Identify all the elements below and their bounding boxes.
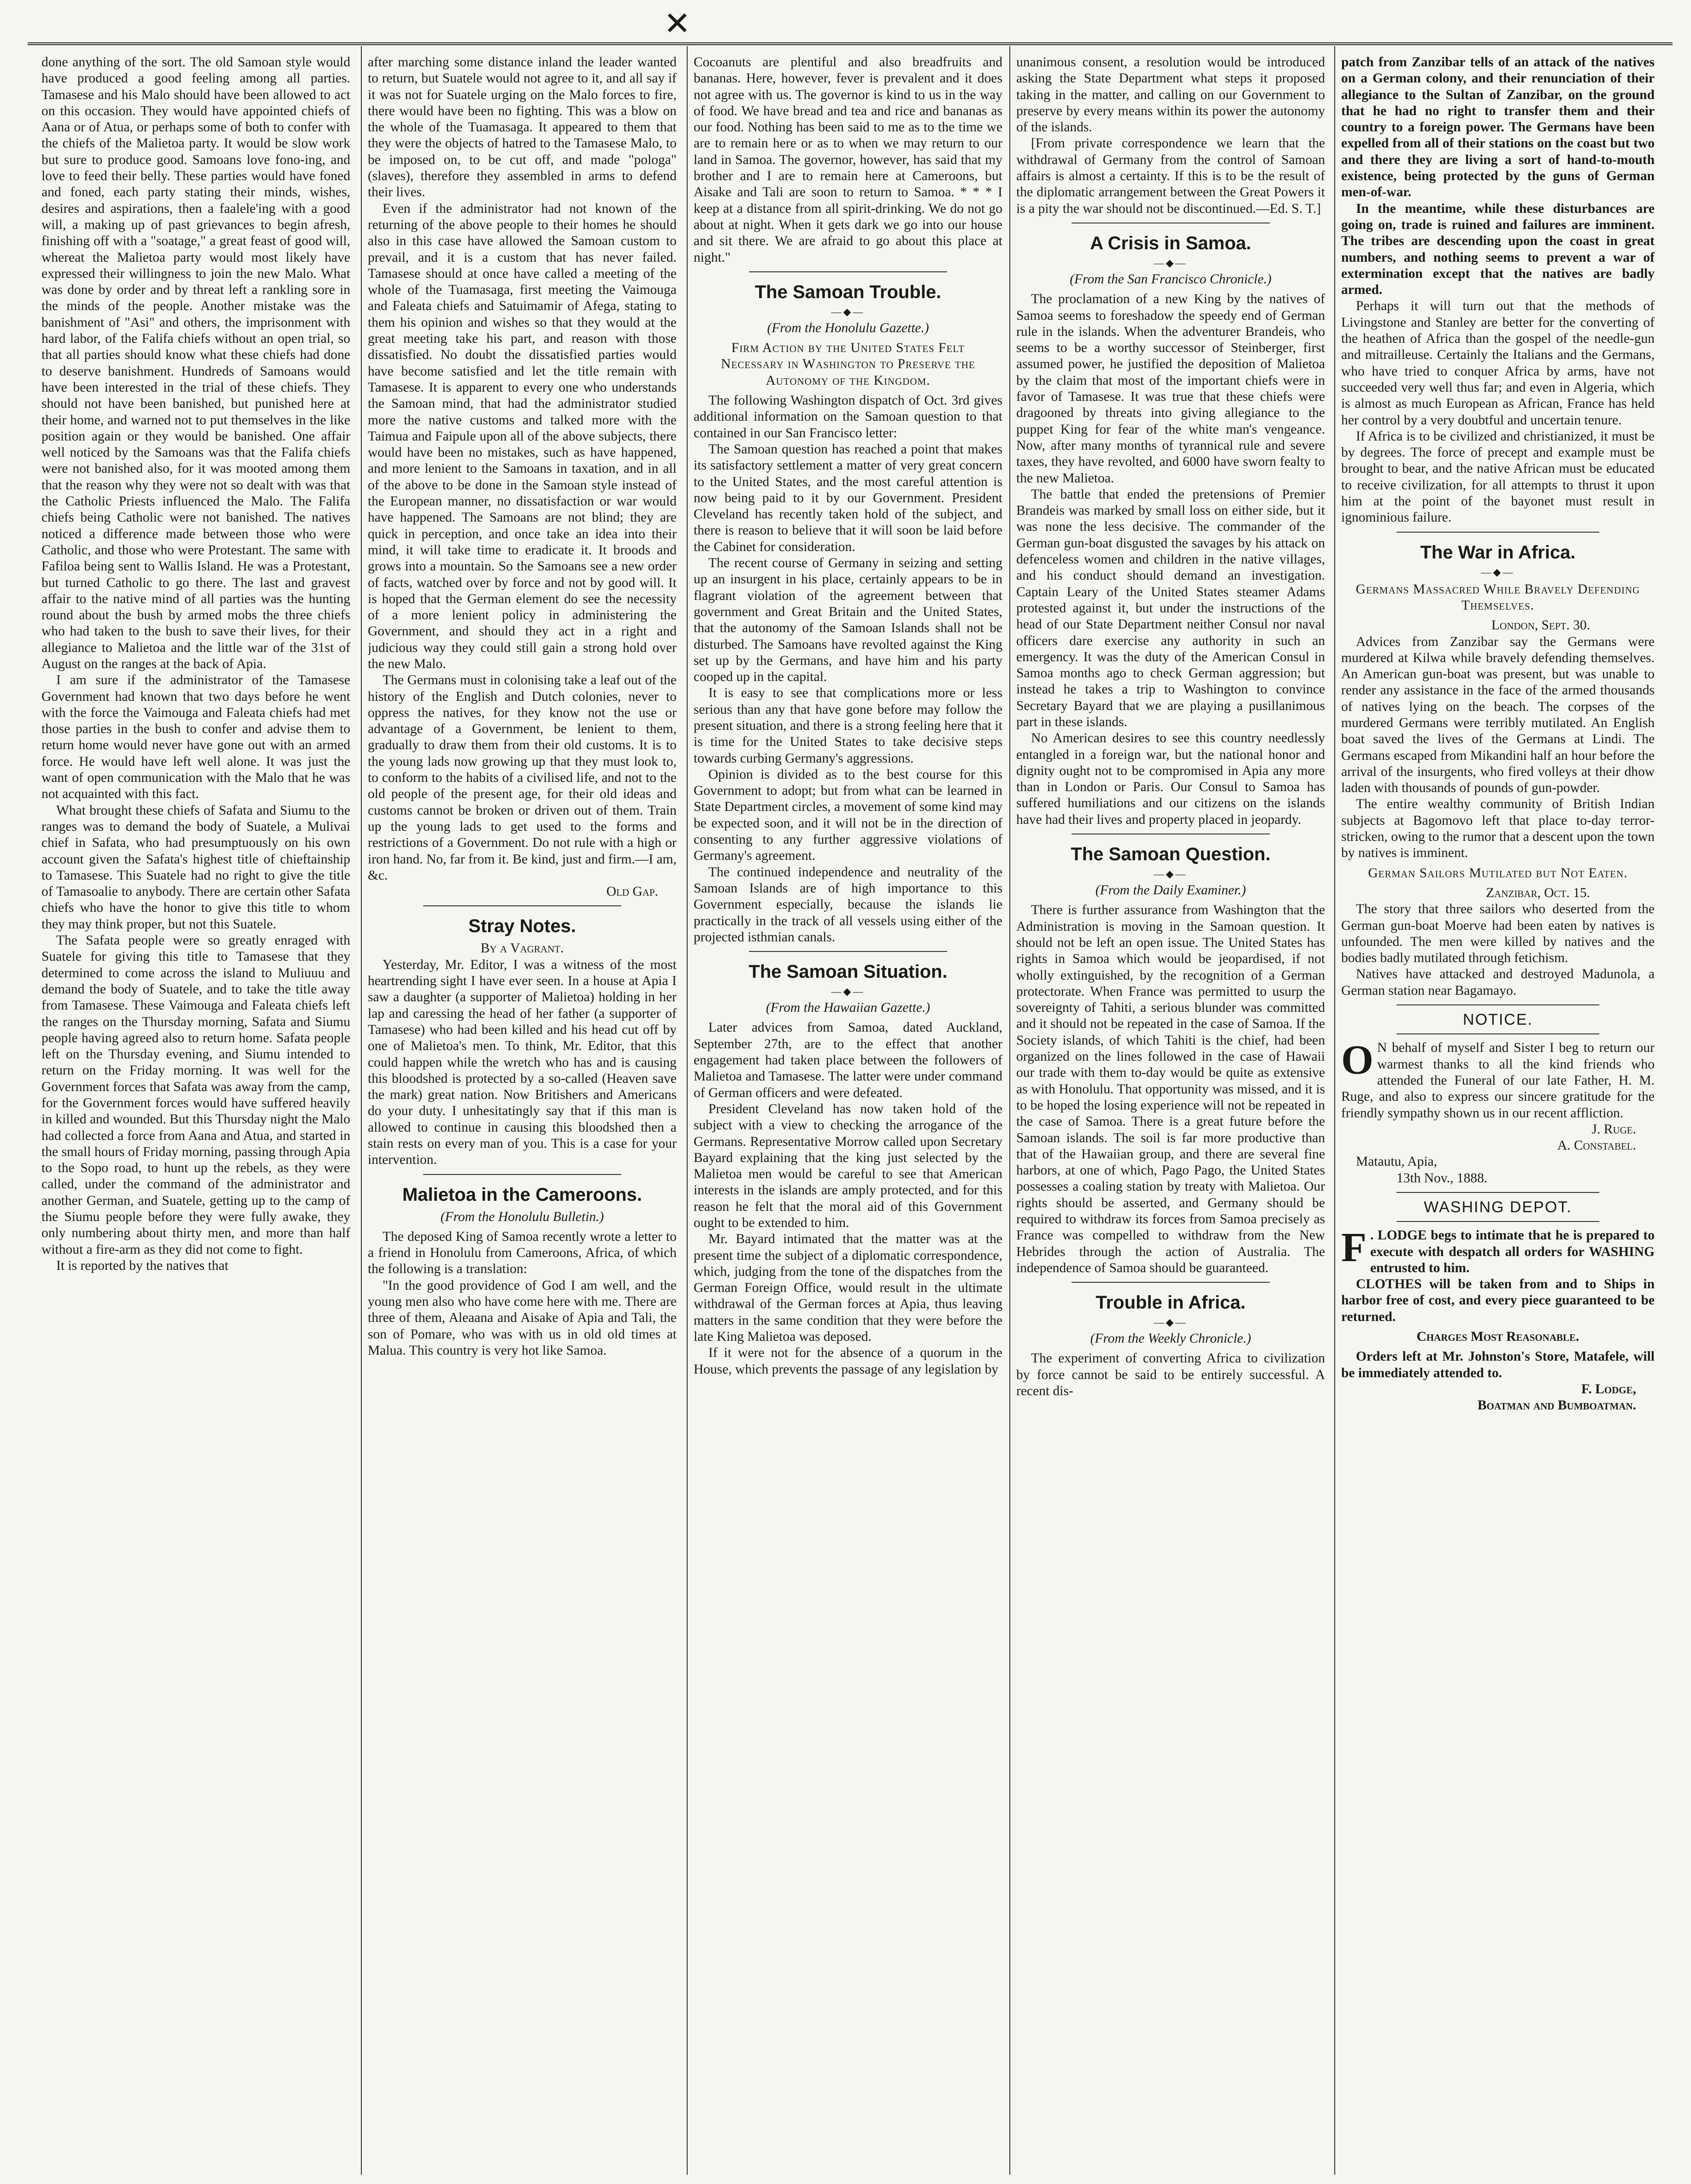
article-subhead: Germans Massacred While Bravely Defending Themselves. bbox=[1355, 581, 1640, 613]
signature: A. Constabel. bbox=[1557, 1138, 1636, 1153]
article-title-samoan-trouble: The Samoan Trouble. bbox=[754, 282, 942, 302]
article-subhead: Firm Action by the United States Felt Necessary in Washington to Preserve the Autonomy of the Kingdom. bbox=[721, 341, 975, 388]
byline: By a Vagrant. bbox=[480, 941, 564, 956]
divider bbox=[1396, 1192, 1599, 1193]
signature: F. Lodge, bbox=[1581, 1381, 1636, 1397]
divider bbox=[1396, 1004, 1599, 1005]
ornament: —◆— bbox=[831, 305, 865, 317]
column-3 bbox=[694, 54, 1002, 2175]
paragraph: What brought these chiefs of Safata and Siumu to the ranges was to demand the body of Suatele, a Mulivai chief in Safata, who had presumptuously on his own account given the Safata's highest title of chieftainship to Tamasese. This Suatele had no right to give the title of Tamasoalie to anybody. There are certain other Safata chiefs who have the honor to give this title to whom they may think proper, but not this Suatele. bbox=[41, 803, 350, 932]
paragraph: The battle that ended the pretensions of Premier Brandeis was marked by small loss on either side, but it was none the less decisive. The commander of the German gun-boat disgusted the savages by his attack on defenceless women and children in the native villages, and his conduct should demand an investigation. Captain Leary of the United States steamer Adams protested against it, but under the instructions of the head of our State Department neither Consul nor naval officers dare exercise any authority in such an emergency. It was the duty of the American Consul in Samoa months ago to check German aggression; but instead he takes a trip to Washington to convince Secretary Bayard that we are playing a pusillanimous part in these islands. bbox=[1016, 487, 1325, 729]
column-rule bbox=[1334, 46, 1335, 2175]
article-source: (From the San Francisco Chronicle.) bbox=[1070, 271, 1272, 287]
paragraph: Natives have attacked and destroyed Madunola, a German station near Bagamayo. bbox=[1341, 967, 1655, 998]
paragraph: I am sure if the administrator of the Tamasese Government had known that two days before he went with the force the Vaimouga and Faleata chiefs had met those parties in the bush to confer and advise them to return home would never have gone out with an armed force. He would have left well alone. It was just the want of open communication with the Malo that he was not acquainted with this fact. bbox=[41, 673, 350, 802]
paragraph: The proclamation of a new King by the natives of Samoa seems to foreshadow the speedy end of German rule in the islands. When the adventurer Brandeis, who seems to be a worthy successor of Steinberger, first assumed power, he justified the deposition of Malietoa by the claim that most of the important chiefs were in favor of Tamasese. It was true that these chiefs were dragooned by threats into giving allegiance to the puppet King for fear of the white man's vengeance. Now, after many months of tyrannical rule and severe taxes, they have revolted, and 6000 have sworn fealty to the new Malietoa. bbox=[1016, 292, 1325, 486]
paragraph: The following Washington dispatch of Oct. 3rd gives additional information on the Samoan question to that contained in our San Francisco letter: bbox=[694, 393, 1002, 440]
divider bbox=[1396, 1221, 1599, 1222]
paragraph: The Germans must in colonising take a leaf out of the history of the English and Dutch colonies, never to oppress the natives, for they know not the use or advantage of a Government, be lenient to them, gradually to draw them from their old customs. It is to the young lads now growing up that they must look to, to conform to the habits of a civilised life, and not to the old people of the present age, for their old ideas and customs cannot be broken or driven out of them. Train up the young lads to get used to the forms and restrictions of a Government. Do not rule with a high or iron hand. No, far from it. Be kind, just and firm.—I am, &c. bbox=[368, 673, 677, 883]
ornament: —◆— bbox=[831, 986, 865, 998]
article-source: (From the Honolulu Gazette.) bbox=[767, 320, 929, 335]
dropcap: F bbox=[1341, 1225, 1367, 1271]
article-title-samoan-question: The Samoan Question. bbox=[1071, 844, 1271, 865]
paragraph: The entire wealthy community of British Indian subjects at Bagomovo left that place to-day terror-stricken, owing to the rumor that a descent upon the town by natives is imminent. bbox=[1341, 797, 1655, 861]
article-source: (From the Honolulu Bulletin.) bbox=[440, 1209, 604, 1224]
column-rule bbox=[361, 46, 362, 2175]
article-title-stray-notes: Stray Notes. bbox=[468, 916, 576, 937]
ornament: —◆— bbox=[1154, 257, 1188, 269]
paragraph: There is further assurance from Washington that the Administration is moving in the Samoan question. It should not be left an open issue. The United States has rights in Samoa which would be jeopardised, if not wholly extinguished, by the recognition of a German protectorate. When France was permitted to usurp the sovereignty of Tahiti, a serious blunder was committed and it should not be repeated in the case of Samoa. If the Society islands, of which Tahiti is the chief, had been organized on the lines followed in the case of Hawaii our trade with them to-day would be quite as extensive as with Honolulu. That opportunity was missed, and it is to be hoped the losing experience will not be repeated in the case of Samoa. There is a great future before the Samoan islands. The soil is far more productive than that of the Hawaiian group, and there are several fine harbors, at one of which, Pago Pago, the United States possesses a coaling station by treaty with Malietoa. Our rights should be asserted, and Germany should be required to withdraw its forces from Samoa precisely as France was compelled to withdraw from the New Hebrides through the action of Australia. The independence of Samoa should be guaranteed. bbox=[1016, 903, 1325, 1275]
divider bbox=[423, 905, 621, 906]
ornament: —◆— bbox=[1481, 566, 1515, 578]
dateline: Zanzibar, Oct. 15. bbox=[1486, 885, 1590, 900]
paragraph: done anything of the sort. The old Samoan style would have produced a good feeling among all parties. Tamasese and his Malo should have been allowed to act on this occasion. They would have appointed chiefs of Aana or of Atua, or perhaps some of both to confer with the chiefs of the Malietoa party. It would be slow work but sure to produce good. Samoans love fono-ing, and love to feed their belly. These parties would have foned and foned, each party stating their minds, wishes, desires and aspirations, then a faalele'ing with a good will, a making up of past grievances to begin afresh, finishing off with a "soatage," a great feast of good will, whereat the Malietoa party would most likely have expressed their willingness to join the new Malo. What was done by order and by threat left a rankling sore in the minds of the people. Another mistake was the banishment of "Asi" and others, the imprisonment with hard labor, of the Falifa chiefs without an open trial, so that all parties should know what these chiefs had done to deserve banishment. Hundreds of Samoans would have been interested in the trial of these chiefs. They should not have been banished, but punished here at their home, and warned not to put themselves in the like position again or they would be banished. One affair well noticed by the Samoans was that the Falifa chiefs were not banished also, for it was mooted among them that the reason why they were not so dealt with was that the Catholic Priests influenced the Malo. The Falifa chiefs being Catholic were not banished. The natives noticed a difference made between those who were Catholic, and those who were Protestant. The same with Fafiloa being sent to Wallis Island. He was a Protestant, but turned Catholic to go there. The last and gravest affair to the native mind of all parties was the hunting round about the bush by armed mobs the three chiefs who had taken to the bush to save their lives, for their allegiance to Malietoa and the little war of the 31st of August on the ranges at the back of Apia. bbox=[41, 55, 350, 671]
paragraph: The deposed King of Samoa recently wrote a letter to a friend in Honolulu from Cameroons, Africa, of which the following is a translation: bbox=[368, 1229, 677, 1277]
paragraph: In the meantime, while these disturbances are going on, trade is ruined and failures are imminent. The tribes are descending upon the coast in great numbers, and nothing seems to prevent a war of extermination except that the natives are badly armed. bbox=[1341, 201, 1655, 298]
divider bbox=[749, 951, 947, 952]
pencil-mark: ✕ bbox=[664, 6, 691, 42]
notice-place: Matautu, Apia, bbox=[1356, 1154, 1438, 1169]
notice-body: N behalf of myself and Sister I beg to return our warmest thanks to all the kind friends who attended the Funeral of our late Father, H. M. Ruge, and also to express our sincere gratitude for the friendly sympathy shown us in our recent affliction. bbox=[1341, 1040, 1655, 1121]
column-rule bbox=[1009, 46, 1010, 2175]
paragraph: The recent course of Germany in seizing and setting up an insurgent in his place, certainly appears to be in flagrant violation of the agreement between that government and Great Britain and the United States, that the autonomy of the Samoan Islands shall not be disturbed. The Samoans have revolted against the King set up by the Germans, and have him and his party cooped up in the capital. bbox=[694, 556, 1002, 685]
article-title-trouble-in-africa: Trouble in Africa. bbox=[1096, 1292, 1246, 1313]
article-title-cameroons: Malietoa in the Cameroons. bbox=[402, 1184, 642, 1205]
article-source: (From the Daily Examiner.) bbox=[1095, 883, 1246, 898]
paragraph: No American desires to see this country needlessly entangled in a foreign war, but the national honor and dignity ought not to be compromised in Apia any more than in London or Paris. Our Consul to Samoa has suffered humiliations and our citizens on the islands have had their lives and property placed in jeopardy. bbox=[1016, 731, 1325, 827]
article-title-war-in-africa: The War in Africa. bbox=[1420, 542, 1576, 563]
signature-role: Boatman and Bumboatman. bbox=[1477, 1398, 1636, 1413]
paragraph: Even if the administrator had not known of the returning of the above people to their homes he should also in this case have allowed the Samoan custom to prevail, and it is a custom that has never failed. Tamasese should at once have called a meeting of the whole of the Tuamasaga, first meeting the Vaimouga and Faleata chiefs and Satuimamir of Afega, stating to them his opinion and wishes so that they would at the great meeting take his part, and reason with those dissatisfied. No doubt the dissatisfied parties would have become satisfied and let the title remain with Tamasese. It is apparent to every one who understands the Samoan mind, that had the administrator studied more the native customs and talked more with the Taimua and Faipule upon all of the above subjects, there would have been no mistakes, such as have happened, and more lenient to the Samoans in taxation, and in all of the above to be done in the Samoan style instead of the European manner, no dissatisfaction or war would have happened. The Samoans are not blind; they are quick in perception, and once take an idea into their mind, it will take time to eradicate it. It broods and grows into a mountain. So the Samoans see a new order of facts, watched over by force and not by good will. It is hoped that the German element do see the necessity of a more lenient policy in administering the Government, and should they act in a right and judicious way they could still gain a strong hold over the new Malo. bbox=[368, 201, 677, 671]
paragraph: Perhaps it will turn out that the methods of Livingstone and Stanley are better for the converting of the heathen of Africa than the gospel of the needle-gun and mitrailleuse. Certainly the Italians and the Germans, who have tried to conquer Africa by arms, have not succeeded very well thus far; and even in Algeria, which is almost as much European as African, France has held her control by a very doubtful and uncertain tenure. bbox=[1341, 299, 1655, 428]
signature: J. Ruge. bbox=[1591, 1121, 1636, 1137]
notice-date: 13th Nov., 1888. bbox=[1396, 1170, 1488, 1186]
paragraph: unanimous consent, a resolution would be introduced asking the State Department what steps it proposed taking in the matter, and calling on our Government to preserve by every means within its power the autonomy of the islands. bbox=[1016, 55, 1325, 135]
ad-body: . LODGE begs to intimate that he is prepared to execute with despatch all orders for WASHING entrusted to him. bbox=[1370, 1228, 1655, 1275]
divider bbox=[1396, 532, 1599, 533]
paragraph: The continued independence and neutrality of the Samoan Islands are of high importance to this Government especially, because the islands lie practically in the track of all vessels using either of the projected isthmian canals. bbox=[694, 864, 1002, 945]
article-title-crisis-in-samoa: A Crisis in Samoa. bbox=[1090, 233, 1251, 253]
dateline: London, Sept. 30. bbox=[1491, 618, 1590, 633]
paragraph: If it were not for the absence of a quorum in the House, which prevents the passage of any legislation by bbox=[694, 1345, 1002, 1377]
ad-title-washing-depot: WASHING DEPOT. bbox=[1424, 1198, 1572, 1216]
paragraph: Orders left at Mr. Johnston's Store, Matafele, will be immediately attended to. bbox=[1341, 1349, 1655, 1380]
divider bbox=[749, 271, 947, 272]
notice-title: NOTICE. bbox=[1463, 1011, 1533, 1029]
paragraph: Opinion is divided as to the best course for this Government to adopt; but from what can be learned in State Department circles, a movement of some kind may be expected soon, and it will not be in the direction of consenting to any further aggressive violations of Germany's agreement. bbox=[694, 767, 1002, 863]
column-rule bbox=[687, 46, 688, 2175]
paragraph: If Africa is to be civilized and christianized, it must be by degrees. The force of precept and example must be brought to bear, and the native African must be educated to receive civilization, for all attempts to thrust it upon him at the point of the bayonet must result in ignominious failure. bbox=[1341, 429, 1655, 525]
paragraph: Advices from Zanzibar say the Germans were murdered at Kilwa while bravely defending themselves. An American gun-boat was present, but was unable to render any assistance in the face of the armed thousands of natives lying on the beach. The corpses of the murdered Germans were terribly mutilated. An English boat saved the lives of the Germans at Lindi. The Germans escaped from Mikandini half an hour before the arrival of the insurgents, who fired volleys at their dhow laden with thousands of pounds of gun-powder. bbox=[1341, 634, 1655, 796]
ornament: —◆— bbox=[1154, 868, 1188, 880]
divider bbox=[423, 1174, 621, 1175]
paragraph: after marching some distance inland the leader wanted to return, but Suatele would not agree to it, and all say if it was not for Suatele urging on the Malo forces to fire, there would have been no fighting. This was a blow on the whole of the Tuamasaga. It appeared to them that they were the objects of hatred to the Tamasese Malo, to be imposed on, to be cut off, and made "pologa" (slaves), therefore they assembled in arms to defend their lives. bbox=[368, 55, 677, 200]
signoff: Old Gap. bbox=[606, 884, 658, 899]
paragraph: It is easy to see that complications more or less serious than any that have gone before may follow the present situation, and there is a strong feeling here that it is time for the United States to take decisive steps towards curbing Germany's aggressions. bbox=[694, 686, 1002, 766]
paragraph: The Samoan question has reached a point that makes its satisfactory settlement a matter of very great concern to the United States, and the most careful attention is now being paid to it by our Government. President Cleveland has recently taken hold of the subject, and there is reason to believe that it will soon be laid before the Cabinet for consideration. bbox=[694, 441, 1002, 554]
divider bbox=[1072, 1282, 1270, 1283]
article-title-samoan-situation: The Samoan Situation. bbox=[748, 962, 948, 982]
paragraph: "In the good providence of God I am well, and the young men also who have come here with me. There are three of them, Aleaana and Aisake of Apia and Tali, the son of Pomare, who was with us in old old times at Malua. This country is very hot like Samoa. bbox=[368, 1278, 677, 1358]
paragraph: The story that three sailors who deserted from the German gun-boat Moerve had been eaten by natives is unfounded. The men were killed by natives and the bodies badly mutilated through fetichism. bbox=[1341, 902, 1655, 966]
ornament: —◆— bbox=[1154, 1316, 1188, 1328]
article-source: (From the Weekly Chronicle.) bbox=[1090, 1331, 1251, 1346]
paragraph: Mr. Bayard intimated that the matter was at the present time the subject of a diplomatic correspondence, which, judging from the tone of the dispatches from the German Foreign Office, would result in the ultimate withdrawal of the German forces at Apia, thus leaving matters in the same condition that they were before the late King Malietoa was deposed. bbox=[694, 1232, 1002, 1344]
paragraph: The Safata people were so greatly enraged with Suatele for giving this title to Tamasese that they determined to come across the island to Muliuuu and demand the body of Suatele, and to take the title away from Tamasese. These Vaimouga and Faleata chiefs left the ranges on the Thursday morning, Safata and Siumu people having agreed also to return home. Safata people left on the Thursday evening, and Siumu intended to return on the Friday morning. It was well for the Government forces that Safata was away from the camp, for the Government forces would have suffered heavily in killed and wounded. But this Thursday night the Malo had collected a force from Aana and Atua, and started in the small hours of Friday morning, passing through Apia to the Sopo road, to hunt up the rebels, as they were called, under the command of the administrator and another German, and Suatele, getting up to the camp of the Siumu people before they were fully awake, they only numbering about thirty men, and more than half without a fire-arm as they did not come to fight. bbox=[41, 933, 350, 1257]
notice-text bbox=[1341, 1037, 1655, 1121]
dropcap: O bbox=[1341, 1037, 1374, 1083]
column-5 bbox=[1341, 54, 1655, 2175]
paragraph: [From private correspondence we learn that the withdrawal of Germany from the control of Samoan affairs is almost a certainty. If this is to be the result of the diplomatic arrangement between the Great Powers it is a pity the war should not be discontinued.—Ed. S. T.] bbox=[1016, 136, 1325, 216]
paragraph: Cocoanuts are plentiful and also breadfruits and bananas. Here, however, fever is prevalent and it does not agree with us. The governor is kind to us in the way of food. We have bread and tea and rice and bananas as our food. Nothing has been said to me as to the time we are to remain here or as to when we may return to our land in Samoa. The governor, however, has said that my brother and I are to remain here at Cameroons, but Aisake and Tali are soon to return to Samoa. * * * I keep at a distance from all spirit-drinking. We do not go about at night. When it gets dark we go into our house and sit there. We are afraid to go about this place at night." bbox=[694, 55, 1002, 265]
paragraph: It is reported by the natives that bbox=[56, 1258, 229, 1273]
paragraph: Later advices from Samoa, dated Auckland, September 27th, are to the effect that another engagement had taken place between the followers of Malietoa and Tamasese. The latter were under command of German officers and were defeated. bbox=[694, 1020, 1002, 1100]
charges-line: Charges Most Reasonable. bbox=[1416, 1329, 1579, 1344]
column-4 bbox=[1016, 54, 1325, 2175]
paragraph: patch from Zanzibar tells of an attack of the natives on a German colony, and their renunciation of their allegiance to the Sultan of Zanzibar, on the ground that he had no right to transfer them and their country to a foreign power. The Germans have been expelled from all of their stations on the coast but two and there they are living a sort of hand-to-mouth existence, being protected by the guns of German men-of-war. bbox=[1341, 55, 1655, 200]
top-rule bbox=[28, 42, 1673, 45]
divider bbox=[1396, 1033, 1599, 1034]
article-subhead: German Sailors Mutilated but Not Eaten. bbox=[1368, 865, 1628, 881]
paragraph: CLOTHES will be taken from and to Ships in harbor free of cost, and every piece guaranteed to be returned. bbox=[1341, 1277, 1655, 1324]
column-2 bbox=[368, 54, 677, 2175]
paragraph: President Cleveland has now taken hold of the subject with a view to checking the arrogance of the Germans. Representative Morrow called upon Secretary Bayard explaining that the king just selected by the Malietoa men would be careful to see that American interests in the islands are amply protected, and for this reason he felt that the moral aid of this Government ought to be extended to him. bbox=[694, 1101, 1002, 1230]
paragraph: Yesterday, Mr. Editor, I was a witness of the most heartrending sight I have ever seen. In a house at Apia I saw a daughter (a supporter of Malietoa) holding in her lap and caressing the head of her father (a supporter of Tamasese) who had been killed and his head cut off by one of Malietoa's men. To think, Mr. Editor, that this could happen while the wretch who has and is causing this bloodshed is protected by a so-called (Heaven save the mark) great nation. Now Britishers and Americans do your duty. I unhesitatingly say that if this man is allowed to continue in causing this bloodshed then a stain rests on every man of you. This is a case for your intervention. bbox=[368, 957, 677, 1168]
ad-text bbox=[1341, 1227, 1655, 1276]
column-1 bbox=[41, 54, 350, 2175]
article-source: (From the Hawaiian Gazette.) bbox=[766, 1000, 931, 1016]
paragraph: The experiment of converting Africa to civilization by force cannot be said to be entirely successful. A recent dis- bbox=[1016, 1351, 1325, 1399]
